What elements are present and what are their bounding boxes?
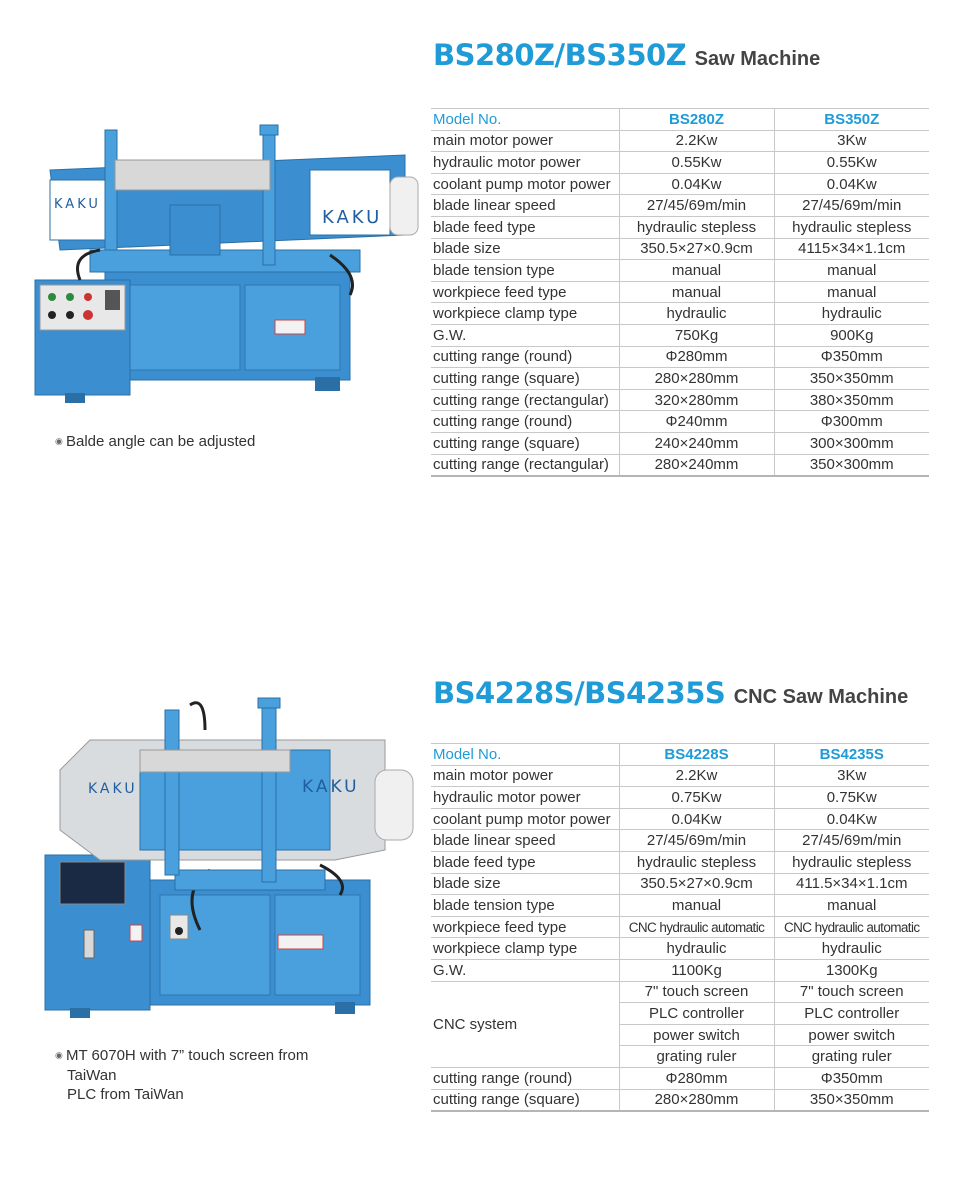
row-label: main motor power — [431, 765, 619, 787]
brand-label-right: KAKU — [322, 207, 383, 228]
table-row — [431, 454, 929, 476]
row-value: 0.75Kw — [619, 787, 774, 809]
row-value: PLC controller — [619, 1003, 774, 1025]
header-model-2: BS350Z — [774, 109, 929, 131]
row-label: hydraulic motor power — [431, 787, 619, 809]
product-section-bs4228s — [0, 630, 980, 1190]
row-label: coolant pump motor power — [431, 808, 619, 830]
row-value: manual — [619, 895, 774, 917]
header-model-2: BS4235S — [774, 744, 929, 766]
table-row — [431, 765, 929, 787]
row-value: 350×350mm — [774, 368, 929, 390]
table-row — [431, 173, 929, 195]
header-model-1: BS280Z — [619, 109, 774, 131]
table-row — [431, 916, 929, 938]
row-value: power switch — [619, 1024, 774, 1046]
row-value: 280×280mm — [619, 1089, 774, 1111]
row-label: workpiece clamp type — [431, 938, 619, 960]
row-label: G.W. — [431, 324, 619, 346]
row-value: hydraulic stepless — [619, 851, 774, 873]
row-value: 0.55Kw — [619, 152, 774, 174]
row-value: manual — [774, 895, 929, 917]
row-value: Φ300mm — [774, 411, 929, 433]
row-value: 0.75Kw — [774, 787, 929, 809]
table-row — [431, 432, 929, 454]
row-value: 1100Kg — [619, 959, 774, 981]
row-label: cutting range (round) — [431, 411, 619, 433]
row-value: 3Kw — [774, 765, 929, 787]
table-row — [431, 216, 929, 238]
row-value: 0.04Kw — [774, 173, 929, 195]
row-label: blade tension type — [431, 895, 619, 917]
row-value: manual — [619, 281, 774, 303]
row-value: 0.04Kw — [619, 808, 774, 830]
row-value: 320×280mm — [619, 389, 774, 411]
table-row — [431, 260, 929, 282]
row-value: 4115×34×1.1cm — [774, 238, 929, 260]
row-value: 0.55Kw — [774, 152, 929, 174]
row-label: G.W. — [431, 959, 619, 981]
product-model-title: BS4228S/BS4235S — [433, 676, 726, 710]
feature-note-line-3: PLC from TaiWan — [67, 1086, 184, 1103]
table-header-row — [431, 109, 929, 131]
spec-table-bs4228s — [431, 743, 929, 1112]
table-row — [431, 281, 929, 303]
row-value: power switch — [774, 1024, 929, 1046]
table-row — [431, 1067, 929, 1089]
header-model-label: Model No. — [431, 109, 619, 131]
table-row — [431, 895, 929, 917]
row-label: blade size — [431, 238, 619, 260]
row-label: blade feed type — [431, 851, 619, 873]
row-value: 7" touch screen — [619, 981, 774, 1003]
row-value: 380×350mm — [774, 389, 929, 411]
row-value: 750Kg — [619, 324, 774, 346]
table-row — [431, 873, 929, 895]
row-value: grating ruler — [619, 1046, 774, 1068]
row-value: 2.2Kw — [619, 130, 774, 152]
table-row — [431, 787, 929, 809]
spec-table-bs280z — [431, 108, 929, 477]
cnc-saw-machine-image — [40, 690, 420, 1035]
table-row — [431, 808, 929, 830]
table-row — [431, 851, 929, 873]
row-value: 240×240mm — [619, 432, 774, 454]
row-label: workpiece clamp type — [431, 303, 619, 325]
table-row — [431, 324, 929, 346]
feature-note-line-1: MT 6070H with 7” touch screen from — [66, 1047, 309, 1064]
row-label: cutting range (rectangular) — [431, 454, 619, 476]
row-value: Φ280mm — [619, 1067, 774, 1089]
row-value: Φ350mm — [774, 1067, 929, 1089]
header-model-1: BS4228S — [619, 744, 774, 766]
row-label: blade size — [431, 873, 619, 895]
row-value: 300×300mm — [774, 432, 929, 454]
table-row — [431, 938, 929, 960]
table-row — [431, 411, 929, 433]
row-value: manual — [774, 260, 929, 282]
row-value: PLC controller — [774, 1003, 929, 1025]
feature-note — [55, 432, 255, 452]
table-row — [431, 1089, 929, 1111]
table-row — [431, 195, 929, 217]
feature-note-line-2: TaiWan — [67, 1066, 117, 1084]
row-label: blade linear speed — [431, 830, 619, 852]
brand-label-left: KAKU — [88, 781, 138, 797]
row-value: 900Kg — [774, 324, 929, 346]
table-row — [431, 303, 929, 325]
row-value: 350×300mm — [774, 454, 929, 476]
row-value: 350.5×27×0.9cm — [619, 238, 774, 260]
row-value: hydraulic — [619, 303, 774, 325]
cnc-system-label: CNC system — [431, 981, 619, 1067]
row-label: coolant pump motor power — [431, 173, 619, 195]
row-value: manual — [619, 260, 774, 282]
row-value: grating ruler — [774, 1046, 929, 1068]
row-value: hydraulic — [774, 938, 929, 960]
row-value: hydraulic — [619, 938, 774, 960]
feature-note — [55, 1046, 308, 1105]
row-label: workpiece feed type — [431, 281, 619, 303]
row-label: main motor power — [431, 130, 619, 152]
table-row — [431, 238, 929, 260]
product-model-title: BS280Z/BS350Z — [433, 38, 687, 72]
row-value: hydraulic — [774, 303, 929, 325]
row-label: blade feed type — [431, 216, 619, 238]
table-row — [431, 130, 929, 152]
product-section-bs280z — [0, 0, 980, 560]
row-label: cutting range (round) — [431, 346, 619, 368]
row-value: 411.5×34×1.1cm — [774, 873, 929, 895]
table-row — [431, 981, 929, 1003]
brand-label-left: KAKU — [54, 197, 101, 212]
row-value: Φ280mm — [619, 346, 774, 368]
bullet-icon: ◉ — [55, 436, 63, 446]
table-row — [431, 389, 929, 411]
row-label: blade linear speed — [431, 195, 619, 217]
row-value: manual — [774, 281, 929, 303]
row-value: 350.5×27×0.9cm — [619, 873, 774, 895]
row-value: 0.04Kw — [774, 808, 929, 830]
row-value: 350×350mm — [774, 1089, 929, 1111]
saw-machine-image — [30, 115, 425, 410]
header-model-label: Model No. — [431, 744, 619, 766]
bullet-icon: ◉ — [55, 1050, 63, 1060]
row-value: Φ240mm — [619, 411, 774, 433]
table-row — [431, 368, 929, 390]
table-header-row — [431, 744, 929, 766]
product-subtitle: Saw Machine — [694, 48, 821, 70]
feature-note-line-1: Balde angle can be adjusted — [66, 433, 256, 450]
row-label: cutting range (square) — [431, 432, 619, 454]
row-label: cutting range (square) — [431, 1089, 619, 1111]
row-value: 27/45/69m/min — [774, 830, 929, 852]
row-value: 27/45/69m/min — [619, 195, 774, 217]
row-value: 27/45/69m/min — [774, 195, 929, 217]
row-value: 3Kw — [774, 130, 929, 152]
row-value: hydraulic stepless — [774, 851, 929, 873]
row-value: Φ350mm — [774, 346, 929, 368]
product-subtitle: CNC Saw Machine — [733, 686, 909, 708]
product-title — [433, 676, 908, 710]
row-value: 280×240mm — [619, 454, 774, 476]
row-value: 27/45/69m/min — [619, 830, 774, 852]
row-label: cutting range (rectangular) — [431, 389, 619, 411]
row-value: hydraulic stepless — [619, 216, 774, 238]
table-row — [431, 959, 929, 981]
product-title — [433, 38, 820, 72]
table-row — [431, 152, 929, 174]
row-label: hydraulic motor power — [431, 152, 619, 174]
row-value: 1300Kg — [774, 959, 929, 981]
brand-label-right: KAKU — [302, 777, 360, 797]
row-value: CNC hydraulic automatic — [774, 916, 929, 938]
row-label: blade tension type — [431, 260, 619, 282]
table-row — [431, 346, 929, 368]
row-value: 7" touch screen — [774, 981, 929, 1003]
row-label: workpiece feed type — [431, 916, 619, 938]
table-row — [431, 830, 929, 852]
row-label: cutting range (round) — [431, 1067, 619, 1089]
row-value: CNC hydraulic automatic — [619, 916, 774, 938]
row-value: 0.04Kw — [619, 173, 774, 195]
row-value: 280×280mm — [619, 368, 774, 390]
row-value: hydraulic stepless — [774, 216, 929, 238]
row-label: cutting range (square) — [431, 368, 619, 390]
row-value: 2.2Kw — [619, 765, 774, 787]
